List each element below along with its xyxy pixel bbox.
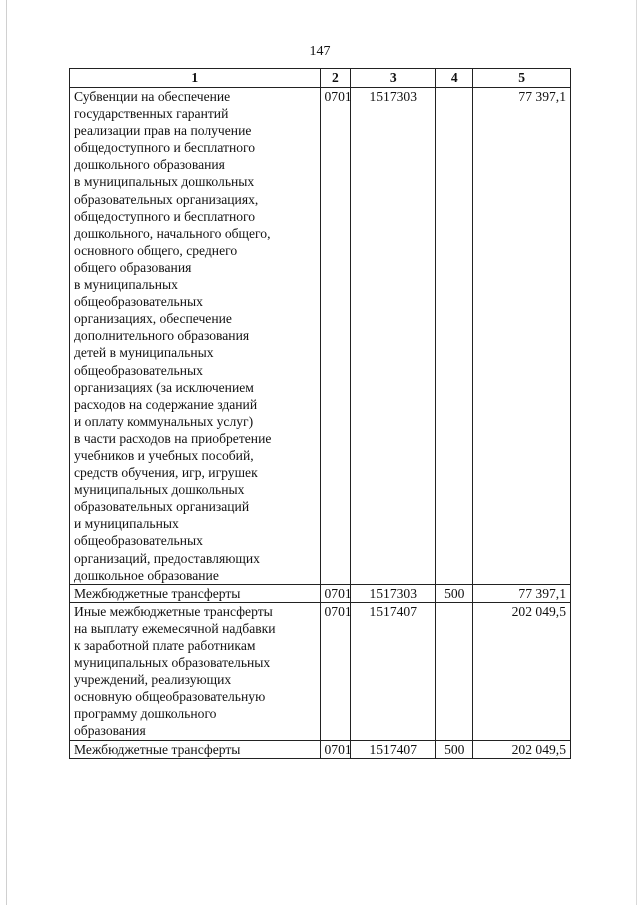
row-name-line: дошкольного, начального общего, <box>74 225 271 241</box>
row-name-line: Межбюджетные трансферты <box>74 741 241 757</box>
table-row <box>70 584 571 602</box>
section-code-cell: 0701 <box>320 584 351 602</box>
row-name-line: расходов на содержание зданий <box>74 396 258 412</box>
target-code-cell: 1517303 <box>351 88 436 585</box>
target-code-cell: 1517407 <box>351 602 436 740</box>
row-name-line: к заработной плате работникам <box>74 638 256 653</box>
row-name-line: Межбюджетные трансферты <box>74 585 241 601</box>
amount-cell: 77 397,1 <box>473 584 571 602</box>
header-col-5: 5 <box>473 69 571 88</box>
table-row <box>70 740 571 758</box>
amount-cell: 77 397,1 <box>473 88 571 585</box>
section-code-cell: 0701 <box>320 88 351 585</box>
row-name-line: организациях (за исключением <box>74 379 254 395</box>
row-name-line: в муниципальных дошкольных <box>74 174 255 190</box>
row-name-line: и муниципальных <box>74 516 179 532</box>
expense-type-cell <box>436 602 473 740</box>
row-name-line: общедоступного и бесплатного <box>74 140 256 156</box>
row-name-cell <box>70 88 321 585</box>
row-name-line: в муниципальных <box>74 277 178 293</box>
row-name-cell <box>70 584 321 602</box>
scan-edge-right <box>636 0 637 905</box>
amount-cell: 202 049,5 <box>473 602 571 740</box>
row-name-line: дошкольное образование <box>74 567 219 583</box>
row-name-line: средств обучения, игр, игрушек <box>74 465 258 481</box>
row-name-line: муниципальных дошкольных <box>74 482 245 498</box>
row-name-line: муниципальных образовательных <box>74 655 271 671</box>
row-name-line: дошкольного образования <box>74 157 225 173</box>
row-name-line: на выплату ежемесячной надбавки <box>74 620 276 636</box>
table-body <box>70 88 571 759</box>
row-name-line: основного общего, среднего <box>74 242 238 258</box>
row-name-cell <box>70 740 321 758</box>
row-name-line: детей в муниципальных <box>74 345 214 361</box>
scan-edge-left <box>6 0 7 905</box>
table-row <box>70 88 571 585</box>
row-name-line: учреждений, реализующих <box>74 672 232 688</box>
header-col-3: 3 <box>351 69 436 88</box>
row-name-line: общеобразовательных <box>74 533 203 549</box>
row-name-line: организациях, обеспечение <box>74 311 232 327</box>
target-code-cell: 1517303 <box>351 584 436 602</box>
row-name-line: программу дошкольного <box>74 706 217 722</box>
page-number: 147 <box>309 44 331 59</box>
section-code-cell: 0701 <box>320 740 351 758</box>
header-row <box>70 69 571 88</box>
row-name-line: Иные межбюджетные трансферты <box>74 603 273 619</box>
row-name-line: общего образования <box>74 259 192 275</box>
target-code-cell: 1517407 <box>351 740 436 758</box>
row-name-line: дополнительного образования <box>74 328 250 344</box>
row-name-line: образовательных организаций <box>74 499 250 515</box>
header-col-4: 4 <box>436 69 473 88</box>
row-name-line: общеобразовательных <box>74 362 203 378</box>
row-name-line: и оплату коммунальных услуг) <box>74 413 254 429</box>
expense-type-cell: 500 <box>436 740 473 758</box>
section-code-cell: 0701 <box>320 602 351 740</box>
row-name-line: общеобразовательных <box>74 294 203 310</box>
row-name-line: государственных гарантий <box>74 106 229 122</box>
expense-type-cell <box>436 88 473 585</box>
expense-type-cell: 500 <box>436 584 473 602</box>
row-name-line: в части расходов на приобретение <box>74 430 272 446</box>
row-name-line: общедоступного и бесплатного <box>74 208 256 224</box>
row-name-line: основную общеобразовательную <box>74 689 266 705</box>
header-col-2: 2 <box>320 69 351 88</box>
row-name-cell <box>70 602 321 740</box>
row-name-line: образования <box>74 723 146 739</box>
row-name-line: учебников и учебных пособий, <box>74 447 254 463</box>
row-name-line: организаций, предоставляющих <box>74 550 260 566</box>
budget-table <box>69 68 571 759</box>
row-name-line: образовательных организациях, <box>74 191 259 207</box>
row-name-line: реализации прав на получение <box>74 123 252 139</box>
row-name-line: Субвенции на обеспечение <box>74 89 231 104</box>
amount-cell: 202 049,5 <box>473 740 571 758</box>
header-col-1: 1 <box>70 69 321 88</box>
table-row <box>70 602 571 740</box>
